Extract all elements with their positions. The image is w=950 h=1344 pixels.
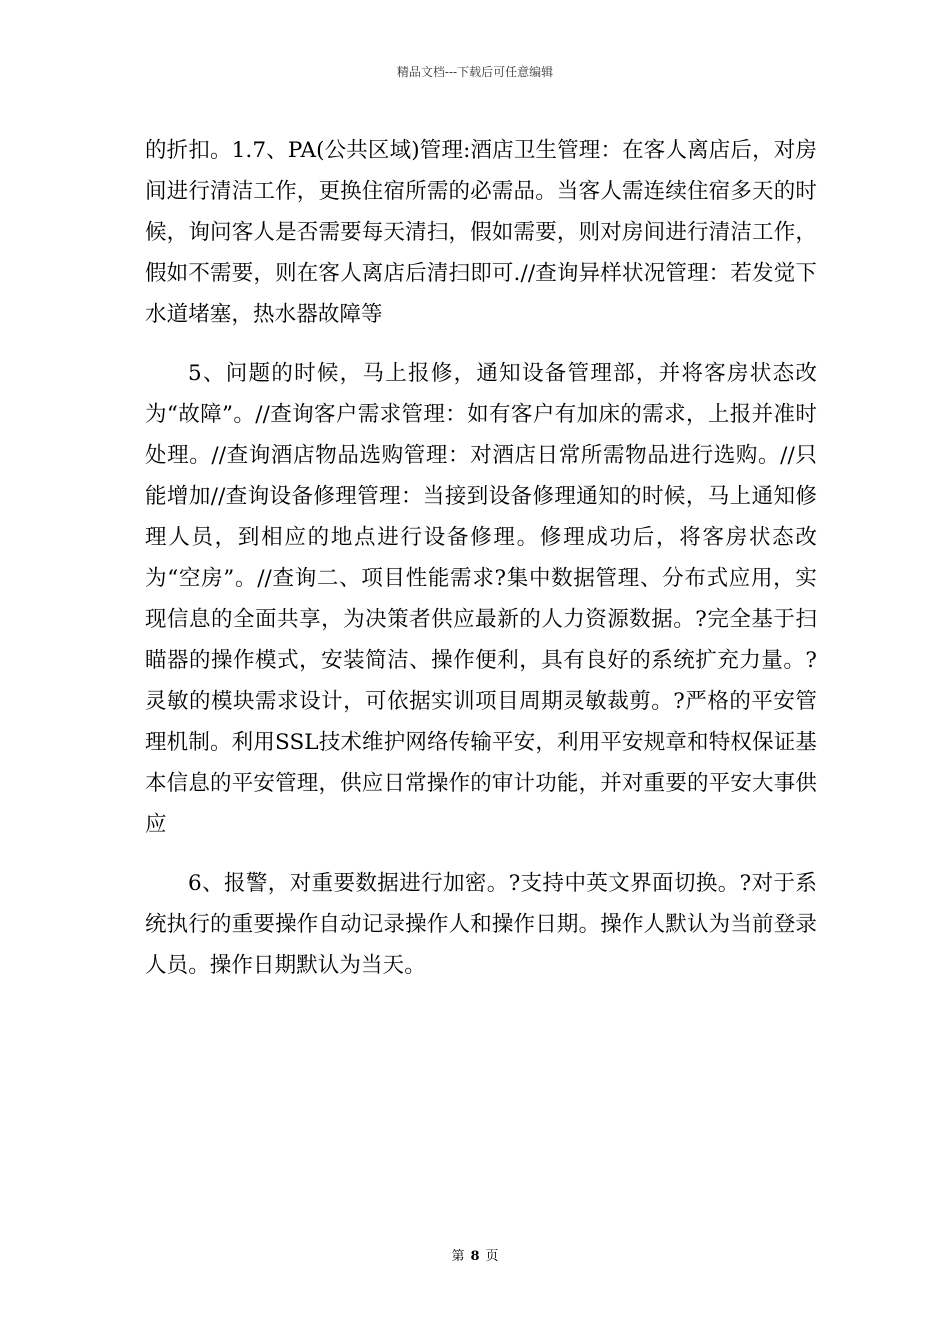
paragraph-2: 5、问题的时候，马上报修，通知设备管理部，并将客房状态改为“故障”。//查询客户需求管理：如有客户有加床的需求，上报并准时处理。//查询酒店物品选购管理：对酒店日常所需物品进行选购。//只能增加//查询设备修理管理：当接到设备修理通知的时候，马上通知修理人员，到相应的地点进行设备修理。修理成功后，将客房状态改为“空房”。//查询二、项目性能需求?集中数据管理、分布式应用，实现信息的全面共享，为决策者供应最新的人力资源数据。?完全基于扫瞄器的操作模式，安装简洁、操作便利，具有良好的系统扩充力量。?灵敏的模块需求设计，可依据实训项目周期灵敏裁剪。?严格的平安管理机制。利用SSL技术维护网络传输平安，利用平安规章和特权保证基本信息的平安管理，供应日常操作的审计功能，并对重要的平安大事供应 — [145, 361, 817, 837]
page-header — [0, 64, 950, 80]
header-text: 精品文档---下载后可任意编辑 — [396, 65, 554, 79]
page-number: 8 — [470, 1249, 480, 1264]
page-number-prefix: 第 — [451, 1249, 465, 1264]
page-footer — [0, 1249, 950, 1265]
document-body — [145, 130, 817, 986]
paragraph-1: 的折扣。1.7、PA(公共区域)管理:酒店卫生管理：在客人离店后，对房间进行清洁工作，更换住宿所需的必需品。当客人需连续住宿多天的时候，询问客人是否需要每天清扫，假如需要，则对房间进行清洁工作，假如不需要，则在客人离店后清扫即可.//查询异样状况管理：若发觉下水道堵塞，热水器故障等 — [145, 138, 817, 327]
page-number-suffix: 页 — [485, 1249, 499, 1264]
paragraph-3: 6、报警，对重要数据进行加密。?支持中英文界面切换。?对于系统执行的重要操作自动记录操作人和操作日期。操作人默认为当前登录人员。操作日期默认为当天。 — [145, 871, 817, 978]
